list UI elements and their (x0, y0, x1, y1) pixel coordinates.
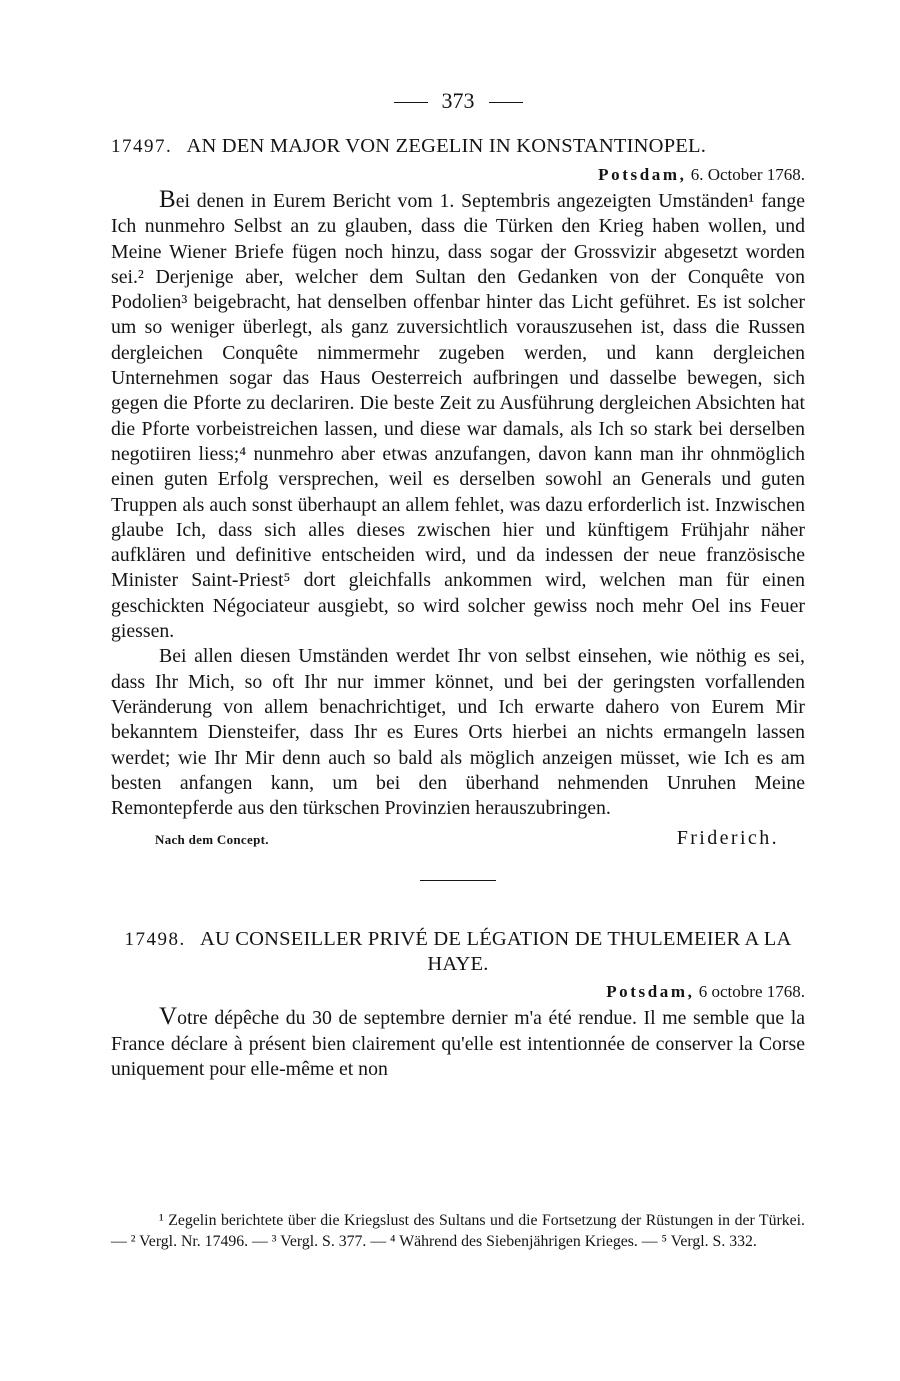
letter2-heading (111, 927, 805, 976)
letter2-paragraph-1 (111, 1004, 805, 1082)
letter1-signature: Friderich. (676, 827, 779, 850)
letter2-number: 17498. (124, 929, 186, 951)
letter1-date: 6. October 1768. (690, 165, 805, 184)
letter2-place-date (111, 982, 805, 1002)
letter2-addressee: AU CONSEILLER PRIVÉ DE LÉGATION DE THULEMEIER A LA HAYE. (199, 928, 792, 976)
letter2 (111, 927, 805, 1082)
letter1-dropcap: B (159, 186, 176, 213)
footnotes-text: ¹ Zegelin berichtete über die Kriegslust des Sultans und die Fortsetzung der Rüstungen in der Türkei. — ² Vergl. Nr. 17496. — ³ Vergl. S. 377. — ⁴ Während des Siebenjährigen Krieges. — ⁵ Vergl. S. 332. (111, 1212, 805, 1250)
page-number-text: 373 (441, 88, 475, 113)
letter1-place-date (111, 165, 805, 185)
letter2-paragraph-1-text: otre dépêche du 30 de septembre dernier m'a été rendue. Il me semble que la France déclare à présent bien clairement qu'elle est intentionnée de conserver la Corse uniquement pour elle-même et non (111, 1007, 805, 1081)
footnotes (111, 1210, 805, 1252)
letter1-body (111, 187, 805, 821)
letter2-body (111, 1004, 805, 1082)
document-page (111, 84, 805, 1082)
letter1-addressee: AN DEN MAJOR VON ZEGELIN IN KONSTANTINOPEL. (186, 135, 707, 157)
page-number-dash-left (394, 102, 428, 103)
letter2-dropcap: V (159, 1003, 178, 1031)
letter1-place: Potsdam, (598, 165, 687, 184)
letter1-paragraph-2: Bei allen diesen Umständen werdet Ihr von selbst einsehen, wie nöthig es sei, dass Ihr Mich, so oft Ihr nur immer könnet, und bei der geringsten vorfallenden Veränderung von allem benachrichtiget, und Ich erwarte dahero von Eurem Mir bekanntem Diensteifer, dass Ihr es Eures Orts hierbei an nichts ermangeln lassen werdet; wie Ihr Mir denn auch so bald als möglich anzeigen müsset, wie Ich es am besten anfangen kann, um bei den überhand nehmenden Unruhen Meine Remontepferde aus den türkschen Provinzien herauszubringen. (111, 645, 805, 820)
letter1-paragraph-1-text: ei denen in Eurem Bericht vom 1. Septembris angezeigten Umständen¹ fange Ich nunmehro Selbst an zu glauben, dass die Türken den Krieg haben wollen, und Meine Wiener Briefe fügen noch hinzu, dass sogar der Grossvizir abgesetzt worden sei.² Derjenige aber, welcher dem Sultan den Gedanken von der Conquête von Podolien³ beigebracht, hat denselben offenbar hinter das Licht geführet. Es ist solcher um so weniger überlegt, als ganz zuversichtlich vorauszusehen ist, dass die Russen dergleichen Conquête nimmermehr zugeben werden, und kann dergleichen Unternehmen sogar das Haus Oesterreich aufbringen und dasselbe bewegen, sich gegen die Pforte zu declariren. Die beste Zeit zu Ausführung dergleichen Absichten hat die Pforte vorbeistreichen lassen, und diese war damals, als Ich so stark bei derselben negotiiren liess;⁴ nunmehro aber etwas anzufangen, davon kann man ihr ohnmöglich einen guten Erfolg versprechen, weil es derselben sowohl an Generals und guten Truppen als auch sonst überhaupt an allem fehlet, was dazu erforderlich ist. Inzwischen glaube Ich, dass sich alles dieses zwischen hier und künftigem Frühjahr näher aufklären und definitive entscheiden wird, und da indessen der neue französische Minister Saint-Priest⁵ dort gleichfalls ankommen wird, welchen man für einen geschickten Négociateur ausgiebt, so wird solcher gewiss noch mehr Oel ins Feuer giessen. (111, 190, 805, 643)
page-number (111, 84, 805, 118)
section-divider (420, 880, 496, 881)
letter2-date: 6 octobre 1768. (698, 982, 805, 1002)
letter1-paragraph-1 (111, 187, 805, 644)
letter1-number: 17497. (111, 136, 173, 157)
letter1-source-note: Nach dem Concept. (155, 832, 269, 848)
letter1-heading (111, 134, 805, 159)
letter2-place: Potsdam, (606, 982, 695, 1002)
page-number-dash-right (489, 102, 523, 103)
letter1-closing (111, 827, 805, 850)
